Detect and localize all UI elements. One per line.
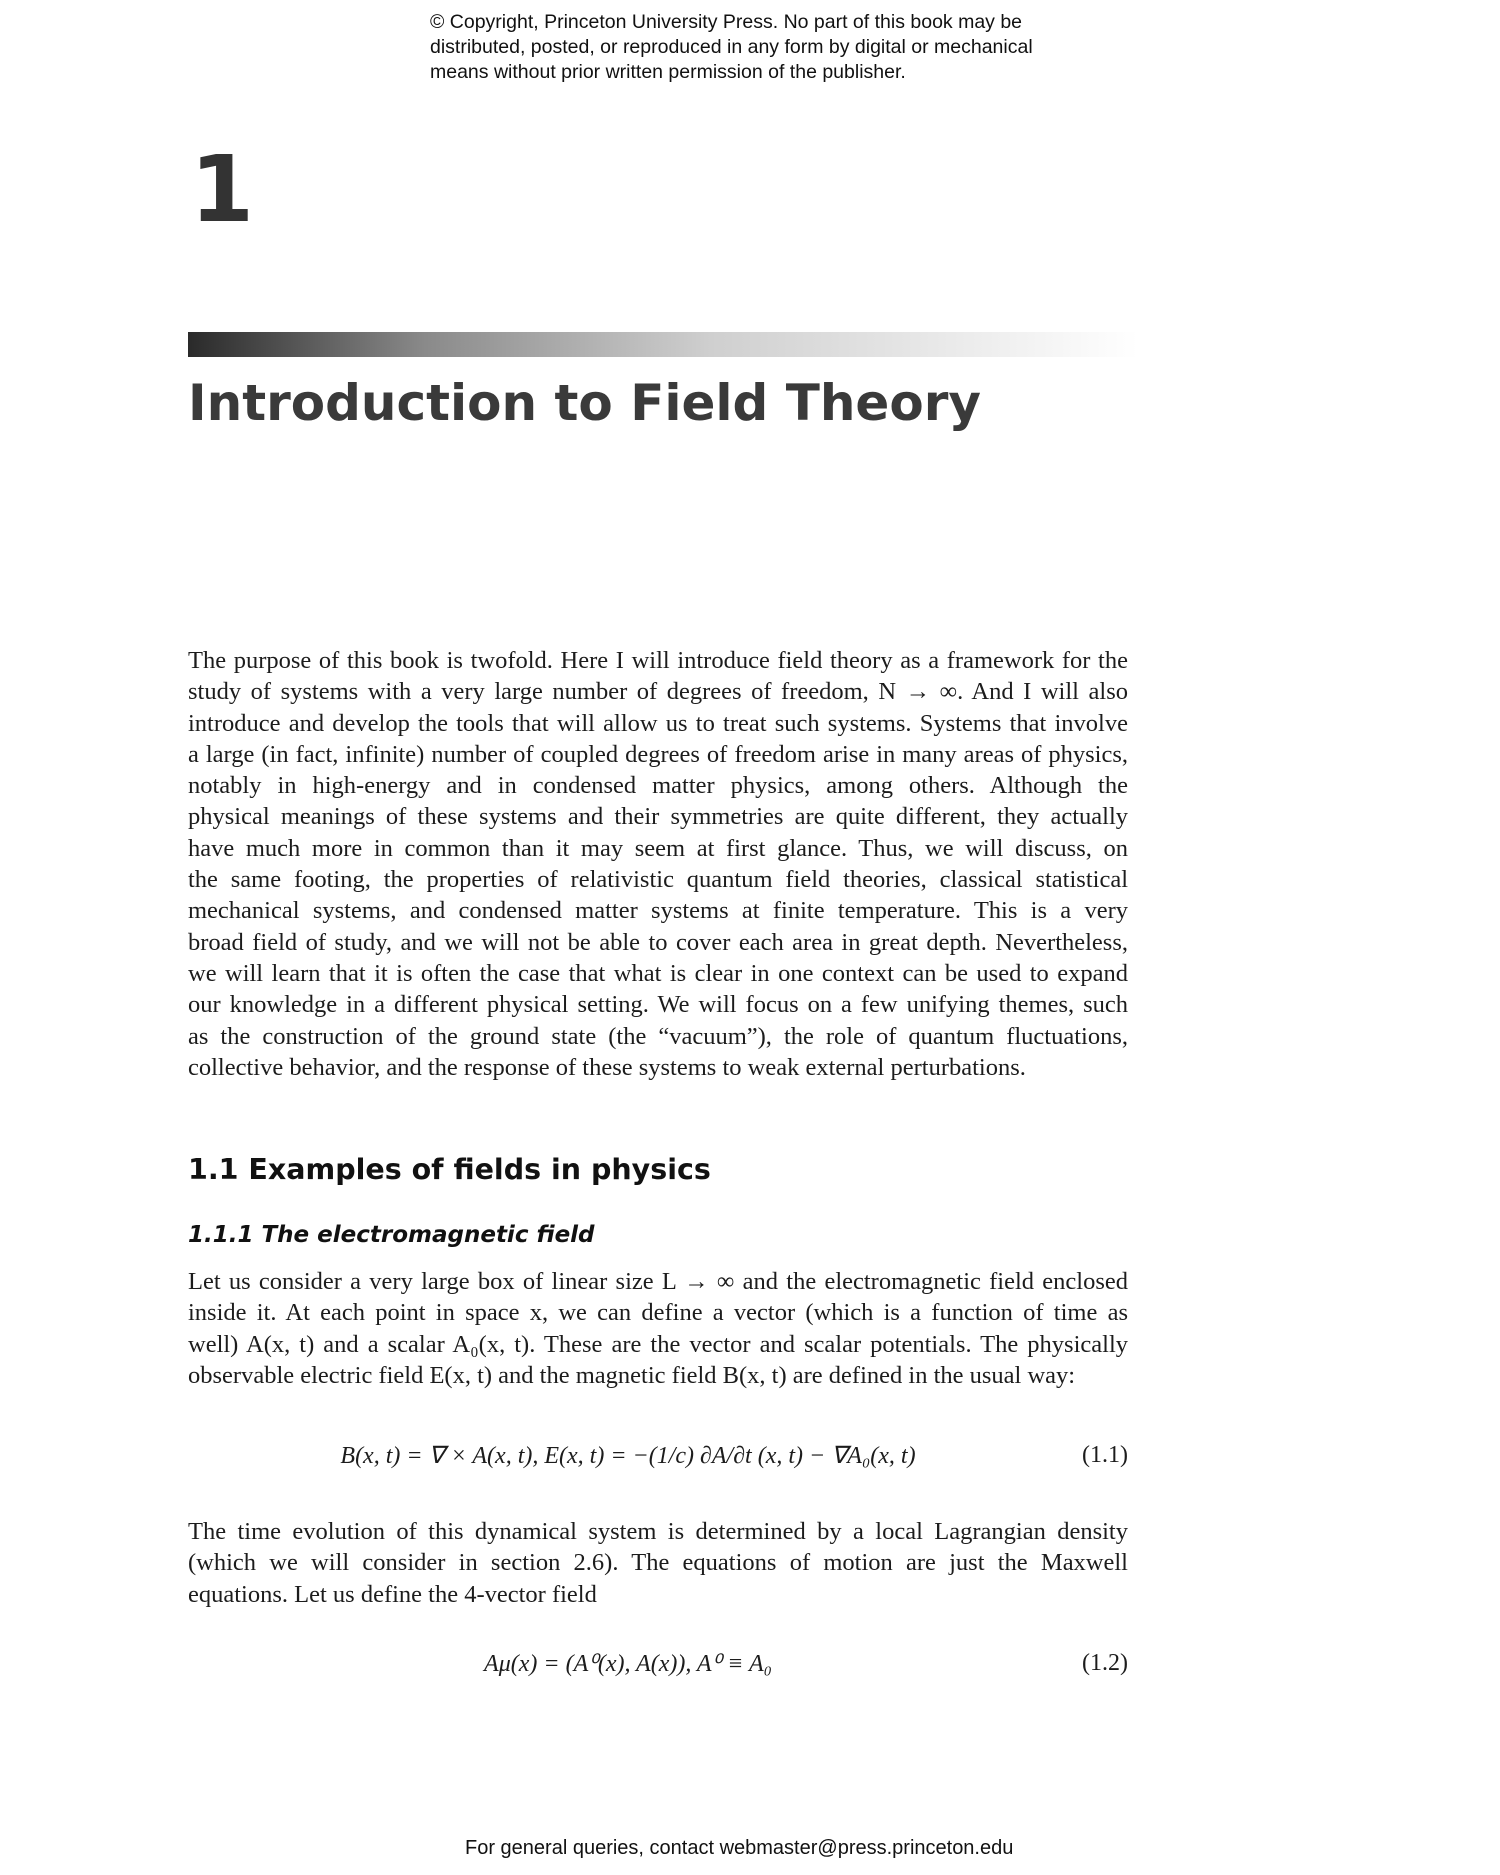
paragraph-line: collective behavior, and the response of these systems to weak external perturbations. [188, 1053, 1026, 1081]
paragraph-line: notably in high-energy and in condensed matter physics, among others. Although the [188, 772, 1128, 800]
equation-body: B(x, t) = ∇ × A(x, t), E(x, t) = −(1/c) ∂A/∂t (x, t) − ∇A₀(x, t) [340, 1442, 916, 1469]
footer-contact: For general queries, contact webmaster@press.princeton.edu [465, 1837, 1014, 1859]
paragraph-line: study of systems with a very large number of degrees of freedom, N → ∞. And I will also [188, 678, 1128, 706]
paragraph-line: well) A(x, t) and a scalar A₀(x, t). These are the vector and scalar potentials. The physically [188, 1330, 1128, 1358]
paragraph-line: as the construction of the ground state (the “vacuum”), the role of quantum fluctuations, [188, 1022, 1128, 1050]
paragraph-line: the same footing, the properties of relativistic quantum field theories, classical statistical [188, 866, 1128, 894]
chapter-title: Introduction to Field Theory [188, 374, 981, 432]
paragraph-line: a large (in fact, infinite) number of coupled degrees of freedom arise in many areas of physics, [188, 740, 1128, 768]
equation-number: (1.2) [1082, 1649, 1128, 1676]
paragraph-line: introduce and develop the tools that will allow us to treat such systems. Systems that involve [188, 709, 1128, 737]
paragraph-line: our knowledge in a different physical setting. We will focus on a few unifying themes, such [188, 991, 1128, 1019]
chapter-number: 1 [190, 136, 255, 243]
equation-1-1 [188, 1420, 1128, 1490]
paragraph-line: inside it. At each point in space x, we can define a vector (which is a function of time as [188, 1299, 1128, 1327]
paragraph-line: physical meanings of these systems and their symmetries are quite different, they actually [188, 803, 1128, 831]
paragraph-line: mechanical systems, and condensed matter systems at finite temperature. This is a very [188, 897, 1128, 925]
paragraph-line: (which we will consider in section 2.6). The equations of motion are just the Maxwell [188, 1549, 1128, 1577]
paragraph-line: The time evolution of this dynamical system is determined by a local Lagrangian density [188, 1518, 1128, 1545]
copyright-line: distributed, posted, or reproduced in any form by digital or mechanical [430, 36, 1033, 58]
equation-number: (1.1) [1082, 1441, 1128, 1468]
paragraph-line: equations. Let us define the 4-vector field [188, 1580, 597, 1608]
section-heading: 1.1 Examples of fields in physics [188, 1153, 711, 1186]
chapter-divider-bar [188, 332, 1138, 357]
copyright-notice [430, 10, 1130, 85]
paragraph-line: broad field of study, and we will not be able to cover each area in great depth. Nevertheless, [188, 928, 1128, 956]
equation-1-2 [188, 1628, 1128, 1698]
paragraph-line: we will learn that it is often the case that what is clear in one context can be used to expand [188, 959, 1128, 987]
intro-paragraph [188, 645, 1128, 1083]
subsection-heading: 1.1.1 The electromagnetic field [188, 1222, 595, 1248]
copyright-line: means without prior written permission of the publisher. [430, 61, 906, 83]
equation-body: Aμ(x) = (A⁰(x), A(x)), A⁰ ≡ A₀ [484, 1650, 772, 1677]
paragraph-line: observable electric field E(x, t) and the magnetic field B(x, t) are defined in the usual way: [188, 1361, 1076, 1389]
paragraph-line: The purpose of this book is twofold. Here I will introduce field theory as a framework for the [188, 647, 1128, 674]
paragraph-line: have much more in common than it may seem at first glance. Thus, we will discuss, on [188, 834, 1128, 862]
lagrangian-paragraph [188, 1516, 1128, 1610]
paragraph-line: Let us consider a very large box of linear size L → ∞ and the electromagnetic field enclosed [188, 1268, 1128, 1295]
em-field-paragraph [188, 1266, 1128, 1391]
copyright-line: © Copyright, Princeton University Press. No part of this book may be [430, 11, 1023, 33]
